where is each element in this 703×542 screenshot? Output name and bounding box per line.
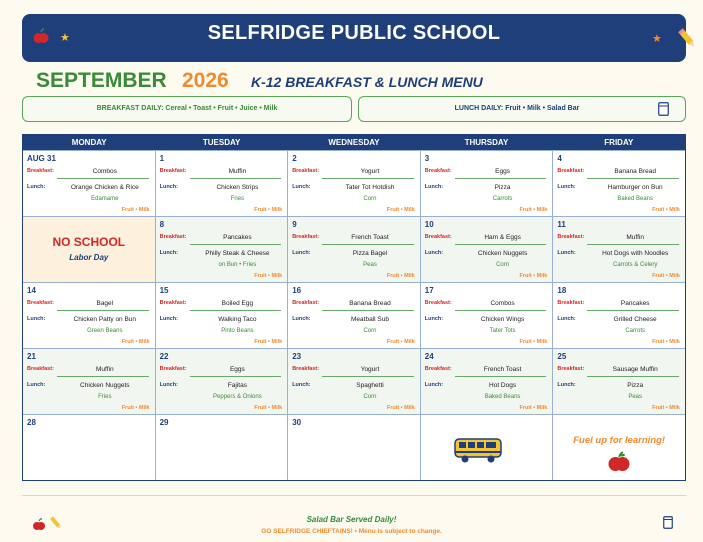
apple-icon (607, 451, 631, 473)
day-cell (552, 283, 685, 348)
lunch-item: Fajitas (227, 382, 247, 389)
date-label: 8 (159, 220, 165, 229)
side-item: Fries (98, 394, 112, 400)
breakfast-item: Muffin (96, 366, 114, 373)
breakfast-daily-box (22, 96, 352, 122)
breakfast-item: Banana Bread (614, 168, 656, 175)
lunch-item: Chicken Strips (216, 184, 259, 191)
no-school-cell (23, 217, 155, 282)
fruit-milk-label: Fruit • Milk (121, 405, 150, 411)
lunch-daily-text: LUNCH DAILY: Fruit • Milk • Salad Bar (454, 105, 580, 112)
day-cell (23, 283, 155, 348)
breakfast-divider (455, 310, 547, 311)
breakfast-item: Boiled Egg (221, 300, 254, 307)
breakfast-label: Breakfast: (292, 366, 320, 372)
lunch-label: Lunch: (27, 184, 46, 190)
day-cell (552, 151, 685, 216)
side-item: Baked Beans (484, 394, 521, 400)
fruit-milk-label: Fruit • Milk (519, 339, 548, 345)
header-friday: FRIDAY (604, 138, 634, 147)
lunch-item: Tater Tot Hotdish (345, 184, 395, 191)
star-icon: ★ (60, 32, 70, 44)
lunch-label: Lunch: (424, 184, 444, 190)
breakfast-item: Pancakes (620, 300, 650, 307)
breakfast-label: Breakfast: (159, 234, 187, 240)
side-item: Green Beans (87, 328, 123, 334)
side-item: Fries (230, 196, 245, 202)
lunch-label: Lunch: (292, 382, 311, 388)
breakfast-item: French Toast (483, 366, 522, 373)
side-item: Tater Tots (489, 328, 516, 334)
side-item: Peppers & Onions (213, 394, 262, 400)
menu-calendar (22, 134, 686, 481)
lunch-item: Walking Taco (218, 316, 257, 323)
lunch-item: Spaghetti (356, 382, 384, 389)
date-label: 4 (557, 154, 562, 163)
breakfast-item: Pancakes (223, 234, 252, 241)
lunch-item: Grilled Cheese (613, 316, 657, 323)
lunch-item: Chicken Patty on Bun (73, 316, 137, 323)
breakfast-divider (190, 244, 282, 245)
breakfast-divider (587, 376, 679, 377)
year-label: 2026 (182, 69, 229, 92)
date-label: 10 (424, 220, 434, 229)
date-label: 21 (27, 352, 36, 361)
breakfast-item: Combos (92, 168, 117, 175)
lunch-item: Hot Dogs (489, 382, 517, 389)
school-title: SELFRIDGE PUBLIC SCHOOL (207, 22, 501, 44)
side-item: Corn (363, 196, 377, 202)
lunch-item: Chicken Nuggets (477, 250, 528, 257)
date-label: 22 (159, 352, 169, 361)
fruit-milk-label: Fruit • Milk (386, 405, 415, 411)
day-cell (23, 151, 155, 216)
date-label: 17 (424, 286, 434, 295)
side-item: Carrots & Celery (613, 262, 658, 268)
fruit-milk-label: Fruit • Milk (386, 339, 415, 345)
title-banner (22, 14, 686, 62)
date-label: 1 (159, 154, 165, 163)
side-item: Baked Beans (617, 196, 654, 202)
lunch-label: Lunch: (159, 316, 178, 322)
date-label: 11 (557, 220, 566, 229)
fruit-milk-label: Fruit • Milk (386, 207, 415, 213)
fruit-milk-label: Fruit • Milk (121, 339, 150, 345)
breakfast-label: Breakfast: (27, 366, 54, 372)
breakfast-divider (57, 178, 149, 179)
week-row (23, 414, 685, 480)
lunch-label: Lunch: (557, 184, 576, 190)
side-item: Carrots (625, 328, 645, 334)
breakfast-item: Eggs (229, 366, 245, 373)
day-cell (23, 349, 155, 414)
breakfast-item: French Toast (351, 234, 389, 241)
lunch-label: Lunch: (424, 250, 444, 256)
breakfast-label: Breakfast: (557, 300, 585, 306)
day-cell (287, 415, 420, 480)
lunch-item: Chicken Nuggets (80, 382, 130, 389)
day-cell (420, 151, 553, 216)
breakfast-label: Breakfast: (557, 366, 585, 372)
date-label: 15 (159, 286, 169, 295)
day-cell (155, 415, 288, 480)
date-label: 14 (27, 286, 36, 295)
breakfast-divider (190, 376, 282, 377)
breakfast-label: Breakfast: (292, 300, 320, 306)
fruit-milk-label: Fruit • Milk (652, 273, 680, 279)
day-cell (155, 283, 288, 348)
lunch-label: Lunch: (424, 382, 444, 388)
date-label: 30 (292, 418, 302, 427)
header-thursday: THURSDAY (464, 138, 509, 147)
breakfast-divider (455, 244, 547, 245)
day-cell (287, 283, 420, 348)
lunch-item: Meatball Sub (351, 316, 389, 323)
fruit-milk-label: Fruit • Milk (519, 405, 548, 411)
breakfast-divider (587, 178, 679, 179)
lunch-label: Lunch: (27, 316, 46, 322)
breakfast-label: Breakfast: (159, 366, 187, 372)
pencil-icon (676, 26, 698, 50)
date-label: 9 (292, 220, 297, 229)
breakfast-item: Sausage Muffin (612, 366, 658, 373)
date-label: 3 (424, 154, 430, 163)
breakfast-label: Breakfast: (159, 300, 187, 306)
lunch-item: Orange Chicken & Rice (70, 184, 139, 191)
fruit-milk-label: Fruit • Milk (652, 339, 680, 345)
breakfast-item: Banana Bread (349, 300, 391, 307)
breakfast-divider (190, 310, 282, 311)
side-item: Carrots (492, 196, 513, 202)
breakfast-label: Breakfast: (27, 168, 54, 174)
day-cell (287, 217, 420, 282)
breakfast-item: Ham & Eggs (484, 234, 521, 241)
breakfast-label: Breakfast: (557, 234, 585, 240)
fuel-slogan: Fuel up for learning! (573, 435, 666, 446)
date-label: 16 (292, 286, 302, 295)
breakfast-divider (587, 244, 679, 245)
lunch-label: Lunch: (159, 382, 178, 388)
fruit-milk-label: Fruit • Milk (519, 273, 548, 279)
fruit-milk-label: Fruit • Milk (652, 405, 680, 411)
breakfast-label: Breakfast: (424, 234, 452, 240)
day-cell (552, 349, 685, 414)
fruit-milk-label: Fruit • Milk (386, 273, 415, 279)
fruit-milk-label: Fruit • Milk (519, 207, 548, 213)
side-item: Peas (363, 262, 377, 268)
breakfast-label: Breakfast: (292, 168, 320, 174)
lunch-item: Pizza (494, 184, 511, 191)
date-label: 23 (292, 352, 302, 361)
lunch-label: Lunch: (27, 382, 46, 388)
breakfast-label: Breakfast: (292, 234, 320, 240)
weekday-header (23, 135, 685, 150)
day-cell (287, 151, 420, 216)
day-cell (420, 283, 553, 348)
date-label: 28 (27, 418, 36, 427)
week-row (23, 216, 685, 282)
side-item: Corn (363, 394, 377, 400)
header-tuesday: TUESDAY (202, 138, 241, 147)
breakfast-divider (322, 310, 414, 311)
school-bus-icon (453, 437, 503, 465)
breakfast-divider (322, 376, 414, 377)
side-item: Pinto Beans (221, 328, 254, 334)
breakfast-item: Bagel (96, 300, 114, 307)
day-cell (155, 217, 288, 282)
week-row (23, 348, 685, 414)
lunch-label: Lunch: (159, 250, 178, 256)
holiday-label: Labor Day (69, 253, 109, 262)
lunch-daily-box (358, 96, 686, 122)
lunch-label: Lunch: (557, 382, 576, 388)
breakfast-divider (322, 178, 414, 179)
date-label: 2 (292, 154, 297, 163)
side-item: Peas (628, 394, 643, 400)
fruit-milk-label: Fruit • Milk (121, 207, 150, 213)
month-label: SEPTEMBER (36, 69, 167, 92)
header-wednesday: WEDNESDAY (328, 138, 380, 147)
star-icon: ★ (652, 33, 662, 45)
day-cell (420, 349, 553, 414)
bus-cell (420, 415, 553, 480)
breakfast-daily-text: BREAKFAST DAILY: Cereal • Toast • Fruit • Juice • Milk (96, 105, 278, 112)
side-item: Corn (363, 328, 377, 334)
breakfast-item: Yogurt (360, 168, 380, 175)
fruit-milk-label: Fruit • Milk (652, 207, 680, 213)
side-item: on Bun • Fries (218, 262, 257, 268)
breakfast-divider (455, 376, 547, 377)
breakfast-label: Breakfast: (424, 366, 452, 372)
side-item: Edamame (91, 196, 119, 202)
lunch-label: Lunch: (557, 250, 576, 256)
lunch-label: Lunch: (292, 250, 311, 256)
breakfast-label: Breakfast: (424, 300, 452, 306)
lunch-item: Hot Dogs with Noodles (602, 250, 669, 257)
menu-title: K-12 BREAKFAST & LUNCH MENU (251, 74, 483, 90)
document-icon (663, 516, 673, 529)
breakfast-label: Breakfast: (557, 168, 585, 174)
lunch-item: Hamburger on Bun (607, 184, 663, 191)
lunch-item: Pizza Bagel (352, 250, 388, 257)
date-label: 24 (424, 352, 434, 361)
lunch-label: Lunch: (557, 316, 576, 322)
breakfast-divider (587, 310, 679, 311)
date-label: 18 (557, 286, 567, 295)
day-cell (155, 349, 288, 414)
week-row (23, 282, 685, 348)
breakfast-label: Breakfast: (424, 168, 452, 174)
breakfast-item: Eggs (495, 168, 510, 175)
no-school-label: NO SCHOOL (52, 235, 126, 249)
breakfast-label: Breakfast: (159, 168, 187, 174)
lunch-item: Chicken Wings (480, 316, 525, 323)
lunch-item: Philly Steak & Cheese (205, 250, 270, 257)
footer-divider (22, 495, 686, 496)
fuel-cell (552, 415, 685, 480)
breakfast-item: Yogurt (360, 366, 380, 373)
day-cell (287, 349, 420, 414)
fruit-milk-label: Fruit • Milk (254, 339, 283, 345)
date-label: 29 (159, 418, 169, 427)
day-cell (23, 415, 155, 480)
breakfast-divider (455, 178, 547, 179)
footer-salad-bar: Salad Bar Served Daily! (306, 515, 397, 524)
footer-note: GO SELFRIDGE CHIEFTAINS! • Menu is subject to change. (261, 528, 442, 535)
fruit-milk-label: Fruit • Milk (254, 273, 283, 279)
lunch-label: Lunch: (292, 316, 311, 322)
document-icon (658, 102, 669, 116)
breakfast-item: Combos (490, 300, 515, 307)
day-cell (420, 217, 553, 282)
breakfast-divider (322, 244, 414, 245)
breakfast-divider (57, 310, 149, 311)
breakfast-divider (190, 178, 282, 179)
day-cell (552, 217, 685, 282)
side-item: Corn (496, 262, 510, 268)
breakfast-item: Muffin (228, 168, 247, 175)
date-label: 25 (557, 352, 567, 361)
week-row (23, 150, 685, 216)
lunch-label: Lunch: (292, 184, 311, 190)
day-cell (155, 151, 288, 216)
fruit-milk-label: Fruit • Milk (254, 405, 283, 411)
lunch-item: Pizza (627, 382, 644, 389)
header-monday: MONDAY (71, 138, 107, 147)
lunch-label: Lunch: (424, 316, 444, 322)
fruit-milk-label: Fruit • Milk (254, 207, 283, 213)
lunch-label: Lunch: (159, 184, 178, 190)
breakfast-item: Muffin (626, 234, 644, 241)
breakfast-label: Breakfast: (27, 300, 54, 306)
breakfast-divider (57, 376, 149, 377)
date-label: AUG 31 (27, 154, 56, 163)
